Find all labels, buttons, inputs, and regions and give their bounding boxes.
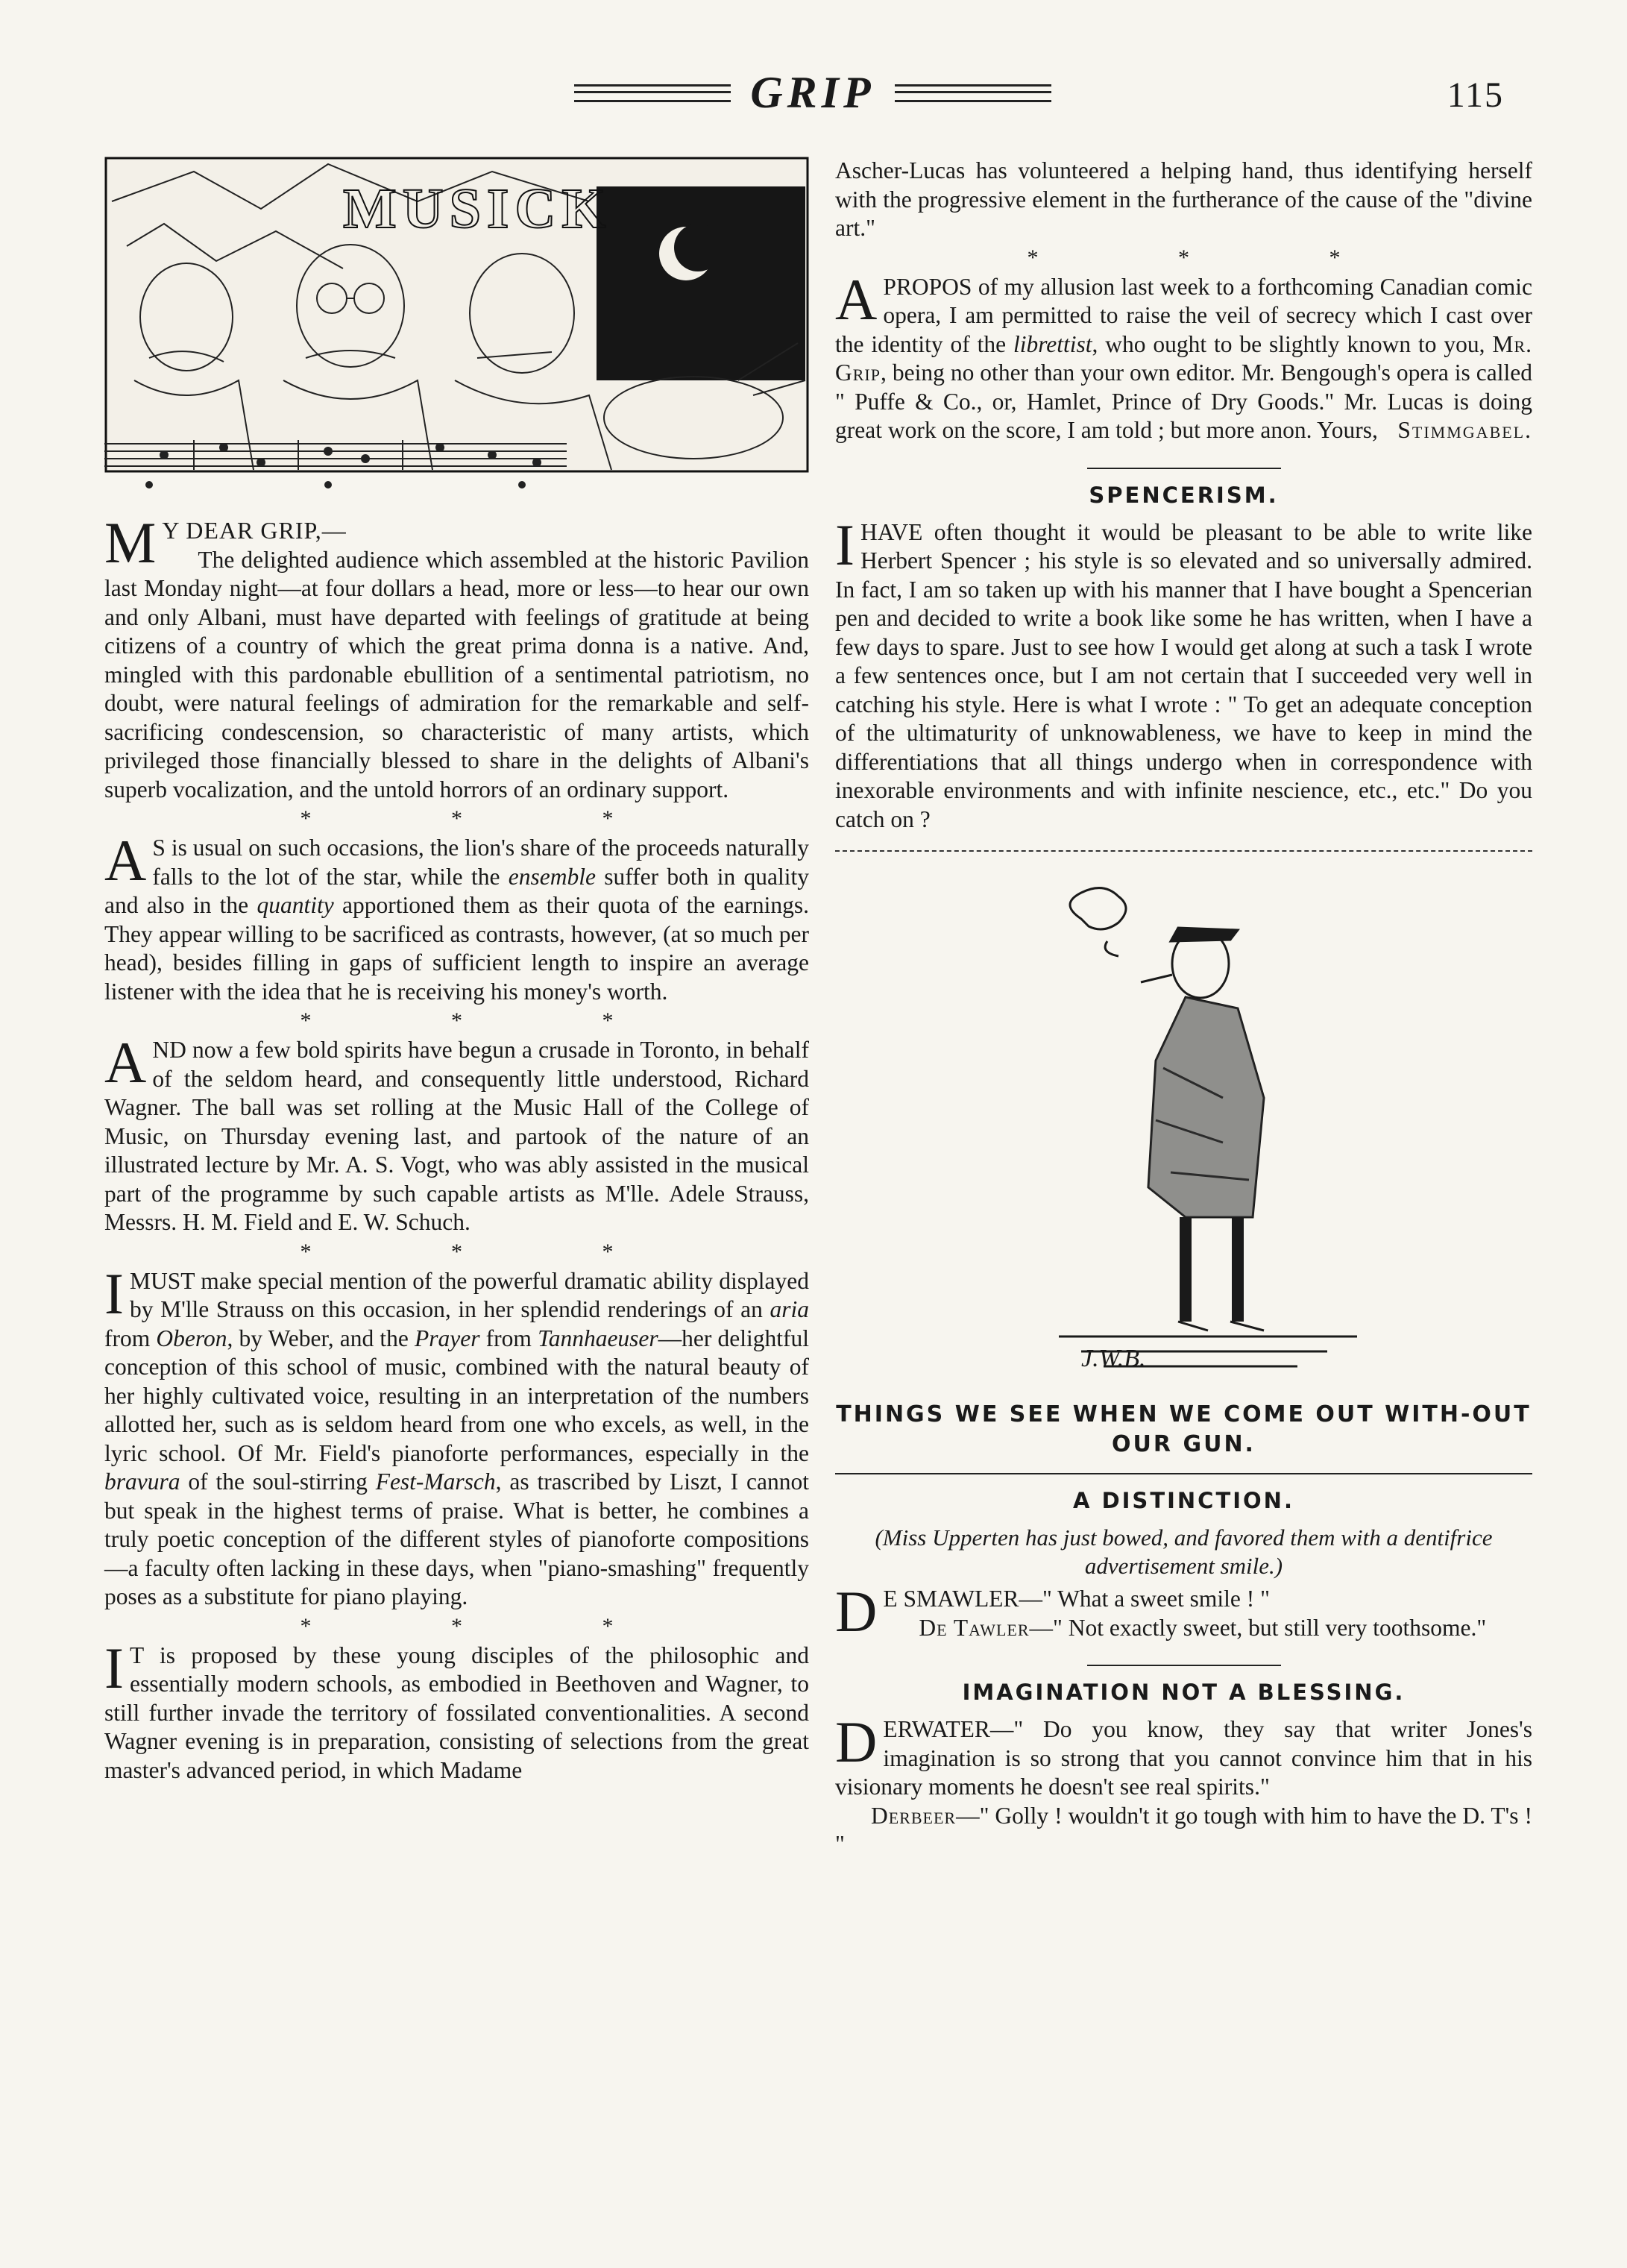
- letter-paragraph-4: [104, 1260, 810, 1612]
- musick-illustration: [104, 157, 809, 496]
- p4-bravura: bravura: [104, 1468, 180, 1495]
- p4-text-f: of the soul-stirring: [180, 1468, 376, 1495]
- p6-librettist: librettist: [1013, 330, 1092, 357]
- boy-smoking-cartoon: [835, 874, 1532, 1389]
- p4-oberon: Oberon: [156, 1325, 227, 1351]
- spencerism-paragraph: [835, 512, 1532, 835]
- p6-text-c: , being no other than your own editor. Mr. Bengough's opera is called " Puffe & Co., or, Hamlet, Prince of Dry Goods." Mr. Lucas is doing great work on the score, I am told ; but more anon. Yours,: [835, 359, 1532, 443]
- dropcap-d: D: [835, 1579, 878, 1644]
- section-stars: * * *: [1027, 245, 1408, 270]
- p2-text-a: S is usual on such occasions, the lion's share of the proceeds naturally falls to the lot of the star, while the: [152, 835, 809, 890]
- spencerism-heading: SPENCERISM.: [1089, 482, 1279, 508]
- salutation-text: Y DEAR GRIP,—: [162, 517, 347, 544]
- masthead: [567, 67, 1059, 119]
- letter-paragraph-2: [104, 828, 809, 1006]
- section-stars: * * *: [300, 1008, 681, 1033]
- dropcap-a: A: [104, 1030, 147, 1095]
- section-stars: * * *: [300, 1613, 681, 1639]
- letter-paragraph-5: [104, 1635, 809, 1785]
- p6-mr-grip: Mr. Grip: [835, 330, 1532, 386]
- section-stars: * * *: [300, 1239, 681, 1264]
- left-column: [104, 157, 809, 1785]
- masthead-rule-right: [895, 84, 1051, 102]
- letter-paragraph-3: [104, 1030, 809, 1237]
- p2-quantity: quantity: [257, 892, 334, 918]
- page-number: 115: [1447, 75, 1504, 115]
- p4-prayer: Prayer: [415, 1325, 480, 1351]
- dropcap-a: A: [104, 828, 147, 893]
- dropcap-a: A: [835, 266, 878, 332]
- p4-text-g: , as trascribed by Liszt, I cannot but speak in the highest terms of praise. What is better, he combines a truly poetic conception of the different styles of pianoforte compositions—a faculty often lacking in these days, when "piano-smashing" frequently poses as a substitute for piano playing.: [104, 1468, 809, 1609]
- section-divider: [835, 1473, 1532, 1474]
- p4-text-c: , by Weber, and the: [227, 1325, 415, 1351]
- distinction-line-2: [835, 1614, 1532, 1643]
- p2-text-c: apportioned them as their quota of the earnings. They appear willing to be sacrificed as contrasts, however, (at so much per head), besides filling in gaps of sufficient length to inspire an average listener with the idea that he is receiving his money's worth.: [104, 892, 809, 1005]
- speaker-de-tawler: De Tawler: [919, 1614, 1030, 1641]
- dropcap-m: M: [104, 510, 157, 575]
- distinction-heading: A DISTINCTION.: [1073, 1488, 1294, 1513]
- section-stars: * * *: [300, 806, 681, 831]
- imagination-line-2: [835, 1802, 1532, 1859]
- p4-aria: aria: [770, 1296, 809, 1322]
- section-divider: [835, 850, 1532, 852]
- letter-paragraph-1: The delighted audience which assembled at the historic Pavilion last Monday night—at four dollars a head, more or less—to hear our own and only Albani, must have departed with feelings of gratitude at being citizens of a country of which the great prima donna is a native. And, mingled with this pardonable ebullition of a sentimental patriotism, no doubt, were natural feelings of admiration for the remarkable and self-sacrificing condescension, so characteristic of many artists, which privileged those financially blessed to share in the delights of Albani's superb vocalization, and the untold horrors of an ordinary support.: [104, 546, 809, 802]
- masthead-rule-left: [574, 84, 731, 102]
- p4-text-b: from: [104, 1325, 157, 1351]
- page-header: [0, 52, 1627, 134]
- distinction-stage-direction: (Miss Upperten has just bowed, and favored them with a dentifrice advertisement smile.): [875, 1524, 1493, 1579]
- dropcap-i: I: [835, 512, 855, 577]
- p2-text-b: suffer both in quality and also in the: [104, 863, 809, 918]
- letter-continuation: Ascher-Lucas has volunteered a helping hand, thus identifying herself with the progressive element in the furtherance of the cause of the "divine art.": [835, 157, 1532, 241]
- p4-text-e: —her delightful conception of this school of music, combined with the natural beauty of her highly cultivated voice, resulting in an interpretation of the numbers allotted her, such as is seldom heard from one who excels, as well, in the lyric school. Of Mr. Field's pianoforte performances, especially in the: [104, 1325, 810, 1466]
- section-divider: [1087, 1665, 1281, 1666]
- signature: Stimmgabel.: [1397, 417, 1532, 443]
- salutation: [104, 510, 809, 575]
- p5-text: T is proposed by these young disciples of the philosophic and essentially modern schools, as embodied in Beethoven and Wagner, to still further invade the territory of fossilated conventionalities. A second Wagner evening is in preparation, consisting of selections from the great master's advanced period, in which Madame: [104, 1642, 809, 1783]
- dropcap-i: I: [104, 1260, 124, 1326]
- masthead-title: GRIP: [750, 68, 875, 117]
- imagination-line-1-text: ERWATER—" Do you know, they say that writer Jones's imagination is so strong that you cannot convince him that in his visionary moments he doesn't see real spirits.": [835, 1716, 1532, 1800]
- imagination-line-2-text: —" Golly ! wouldn't it go tough with him to have the D. T's ! ": [835, 1802, 1532, 1857]
- p4-text-a: MUST make special mention of the powerful dramatic ability displayed by M'lle Strauss on this occasion, in her splendid renderings of an: [129, 1267, 809, 1322]
- section-divider: [1087, 468, 1281, 469]
- p2-ensemble: ensemble: [508, 863, 596, 890]
- p4-fest-marsch: Fest-Marsch: [375, 1468, 496, 1495]
- spencerism-text: HAVE often thought it would be pleasant to be able to write like Herbert Spencer ; his style is so elevated and so universally admired. In fact, I am so taken up with his manner that I have bought a Spencerian pen and decided to write a book like some he has written, when I have a few days to spare. Just to see how I would get along at such a task I wrote a few sentences once, but I am not certain that I succeeded very well in catching his style. Here is what I wrote : " To get an adequate conception of the ultimaturity of unknowableness, we have to keep in mind the differentiations that all things undergo when in correspondence with inexorable environments and with infinite nescience, etc., etc." Do you catch on ?: [835, 518, 1532, 832]
- p6-text-b: , who ought to be slightly known to you,: [1092, 330, 1493, 357]
- p6-text-a: PROPOS of my allusion last week to a forthcoming Canadian comic opera, I am permitted to raise the veil of secrecy which I cast over the identity of the: [835, 273, 1532, 357]
- imagination-heading: IMAGINATION NOT A BLESSING.: [962, 1680, 1406, 1705]
- p3-text: ND now a few bold spirits have begun a crusade in Toronto, in behalf of the seldom heard, and consequently little understood, Richard Wagner. The ball was set rolling at the Music Hall of the College of Music, on Thursday evening last, and partook of the nature of an illustrated lecture by Mr. A. S. Vogt, who was ably assisted in the musical part of the programme by such capable artists as M'lle. Adele Strauss, Messrs. H. M. Field and E. W. Schuch.: [104, 1037, 809, 1235]
- p4-tannhaeuser: Tannhaeuser: [538, 1325, 658, 1351]
- distinction-line-1-text: E SMAWLER—" What a sweet smile ! ": [883, 1586, 1270, 1612]
- letter-paragraph-6: [835, 266, 1532, 445]
- speaker-derbeer: Derbeer: [871, 1802, 957, 1829]
- distinction-line-2-text: —" Not exactly sweet, but still very toothsome.": [1029, 1614, 1487, 1641]
- dropcap-i: I: [104, 1635, 124, 1700]
- right-column: [835, 157, 1532, 1859]
- imagination-line-1: [835, 1709, 1532, 1802]
- p4-text-d: from: [479, 1325, 538, 1351]
- cartoon-caption: THINGS WE SEE WHEN WE COME OUT WITH-OUT OUR GUN.: [836, 1401, 1532, 1457]
- artist-mark: J.W.B.: [1081, 1345, 1146, 1372]
- dropcap-d: D: [835, 1709, 878, 1774]
- illustration-lettering: MUSICK: [343, 178, 612, 240]
